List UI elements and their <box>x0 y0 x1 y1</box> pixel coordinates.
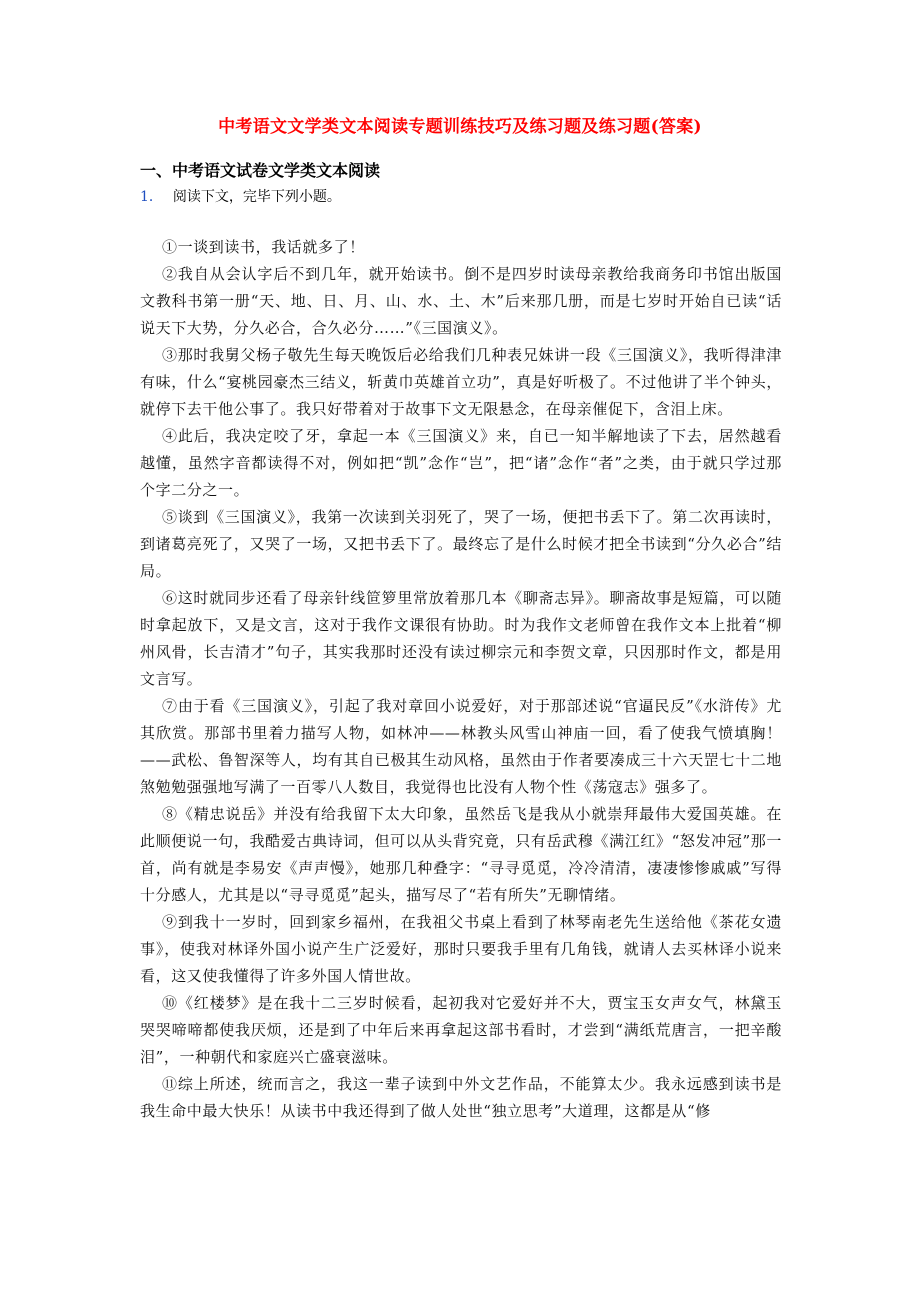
paragraph: ④此后，我决定咬了牙，拿起一本《三国演义》来，自已一知半解地读了下去，居然越看越懂，虽然字音都读得不对，例如把“凯”念作“岂”，把“诸”念作“者”之类，由于就只学过那个字二分之一。 <box>140 427 782 499</box>
question-prompt: 阅读下文，完毕下列小题。 <box>172 189 341 205</box>
paragraph: ⑨到我十一岁时，回到家乡福州，在我祖父书桌上看到了林琴南老先生送给他《茶花女遗事》，使我对林译外国小说产生广泛爱好，那时只要我手里有几角钱，就请人去买林译小说来看，这又使我懂得了许多外国人情世故。 <box>140 913 782 985</box>
paragraph: ③那时我舅父杨子敬先生每天晚饭后必给我们几种表兄妹讲一段《三国演义》，我听得津津有味，什么“宴桃园豪杰三结义，斩黄巾英雄首立功”，真是好听极了。不过他讲了半个钟头，就停下去干他公事了。我只好带着对于故事下文无限悬念，在母亲催促下，含泪上床。 <box>140 346 782 418</box>
question-line <box>140 186 341 206</box>
paragraph: ⑥这时就同步还看了母亲针线笸箩里常放着那几本《聊斋志异》。聊斋故事是短篇，可以随时拿起放下，又是文言，这对于我作文课很有协助。时为我作文老师曾在我作文本上批着“柳州风骨，长吉清才”句子，其实我那时还没有读过柳宗元和李贺文章，只因那时作文，都是用文言写。 <box>140 589 782 688</box>
paragraph: ⑪综上所述，统而言之，我这一辈子读到中外文艺作品，不能算太少。我永远感到读书是我生命中最大快乐！从读书中我还得到了做人处世“独立思考”大道理，这都是从“修 <box>140 1075 782 1120</box>
paragraph: ⑧《精忠说岳》并没有给我留下太大印象，虽然岳飞是我从小就崇拜最伟大爱国英雄。在此顺便说一句，我酷爱古典诗词，但可以从头背究竟，只有岳武穆《满江红》“怒发冲冠”那一首，尚有就是李易安《声声慢》，她那几种叠字：“寻寻觅觅，冷冷清清，凄凄惨惨戚戚”写得十分感人，尤其是以“寻寻觅觅”起头，描写尽了“若有所失”无聊情绪。 <box>140 805 782 904</box>
paragraph: ①一谈到读书，我话就多了！ <box>162 238 365 256</box>
article-body <box>140 234 782 1125</box>
document-title: 中考语文文学类文本阅读专题训练技巧及练习题及练习题(答案) <box>218 117 702 137</box>
section-heading: 一、中考语文试卷文学类文本阅读 <box>140 161 381 180</box>
paragraph: ②我自从会认字后不到几年，就开始读书。倒不是四岁时读母亲教给我商务印书馆出版国文教科书第一册“天、地、日、月、山、水、土、木”后来那几册，而是七岁时开始自已读“话说天下大势，分久必合，合久必分……”《三国演义》。 <box>140 265 782 337</box>
paragraph: ⑩《红楼梦》是在我十二三岁时候看，起初我对它爱好并不大，贾宝玉女声女气，林黛玉哭哭啼啼都使我厌烦，还是到了中年后来再拿起这部书看时，才尝到“满纸荒唐言，一把辛酸泪”，一种朝代和家庭兴亡盛衰滋味。 <box>140 994 782 1066</box>
paragraph: ⑦由于看《三国演义》，引起了我对章回小说爱好，对于那部述说“官逼民反”《水浒传》尤其欣赏。那部书里着力描写人物，如林冲——林教头风雪山神庙一回，看了使我气愤填胸！——武松、鲁智深等人，均有其自已极其生动风格，虽然由于作者要凑成三十六天罡七十二地煞勉勉强强地写满了一百零八人数目，我觉得也比没有人物个性《荡寇志》强多了。 <box>140 697 782 796</box>
paragraph: ⑤谈到《三国演义》，我第一次读到关羽死了，哭了一场，便把书丢下了。第二次再读时，到诸葛亮死了，又哭了一场，又把书丢下了。最终忘了是什么时候才把全书读到“分久必合”结局。 <box>140 508 782 580</box>
question-number: 1． <box>140 189 163 205</box>
